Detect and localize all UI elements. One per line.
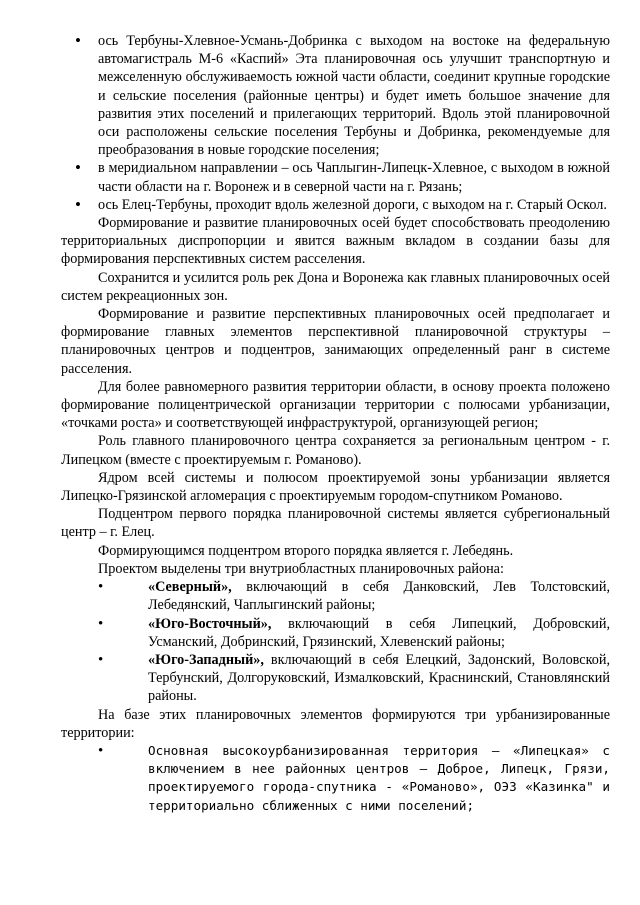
district-text: включающий в себя Елецкий, Задонский, Воловской, Тербунский, Долгоруковский, Измалковский, Краснинский, Становлянский районы. — [148, 651, 610, 705]
paragraph: Ядром всей системы и полюсом проектируемой зоны урбанизации является Липецко-Грязинской агломерация с проектируемым городом-спутником Романово. — [61, 469, 610, 505]
list-item — [61, 742, 610, 815]
paragraph: Сохранится и усилится роль рек Дона и Воронежа как главных планировочных осей систем рекреационных зон. — [61, 269, 610, 304]
list-item — [61, 615, 610, 651]
axes-bullet-list — [61, 32, 610, 214]
paragraph: Проектом выделены три внутриобластных планировочных района: — [98, 560, 504, 577]
district-name: «Северный», — [148, 579, 232, 596]
list-item: • ось Елец-Тербуны, проходит вдоль железной дороги, с выходом на г. Старый Оскол. — [61, 196, 610, 214]
list-item: • ось Тербуны-Хлевное-Усмань-Добринка с выходом на востоке на федеральную автомагистраль М-6 «Каспий» Эта планировочная ось улучшит транспортную и межселенную обслуживаемость южной части области, соединит крупные городские и сельские поселения (районные центры) и будет иметь большое значение для развития этих поселений и прилегающих территорий. Вдоль этой планировочной оси расположены сельские поселения Тербуны и Добринка, рекомендуемые для преобразования в новые городские поселения; — [61, 32, 610, 159]
district-name: «Юго-Восточный», — [148, 615, 272, 632]
district-text: включающий в себя Данковский, Лев Толстовский, Лебедянский, Чаплыгинский районы; — [148, 579, 610, 614]
district-text: включающий в себя Липецкий, Добровский, Усманский, Добринский, Грязинский, Хлевенский районы; — [148, 615, 610, 650]
paragraph: Роль главного планировочного центра сохраняется за региональным центром - г. Липецком (вместе с проектируемым г. Романово). — [61, 433, 610, 468]
paragraph: Формирование и развитие перспективных планировочных осей предполагает и формирование главных элементов перспективной планировочной структуры – планировочных центров и подцентров, занимающих определенный ранг в системе расселения. — [61, 306, 610, 377]
list-item — [61, 651, 610, 706]
list-item: • в меридиальном направлении – ось Чаплыгин-Липецк-Хлевное, с выходом в южной части области на г. Воронеж и в северной части на г. Рязань; — [61, 159, 610, 195]
territories-list — [61, 742, 610, 815]
paragraph: Формирование и развитие планировочных осей будет способствовать преодолению территориальных диспропорции и явится важным вкладом в создании базы для формирования перспективных систем расселения. — [61, 215, 610, 268]
paragraph: Для более равномерного развития территории области, в основу проекта положено формирование полицентрической организации территории с полюсами урбанизации, «точками роста» и соответствующей инфраструктурой, организующей регион; — [61, 378, 610, 432]
districts-list — [61, 578, 610, 705]
paragraph: Подцентром первого порядка планировочной системы является субрегиональный центр – г. Елец. — [61, 506, 610, 541]
paragraph: Формирующимся подцентром второго порядка является г. Лебедянь. — [98, 542, 514, 559]
paragraph: На базе этих планировочных элементов формируются три урбанизированные территории: — [61, 706, 610, 741]
territory-text: Основная высокоурбанизированная территория – «Липецкая» с включением в нее районных центров – Доброе, Липецк, Грязи, проектируемого города-спутника - «Романово», ОЭЗ «Казинка" и территориально сближенных с ними поселений; — [148, 742, 610, 813]
list-item — [61, 578, 610, 614]
district-name: «Юго-Западный», — [148, 651, 264, 668]
